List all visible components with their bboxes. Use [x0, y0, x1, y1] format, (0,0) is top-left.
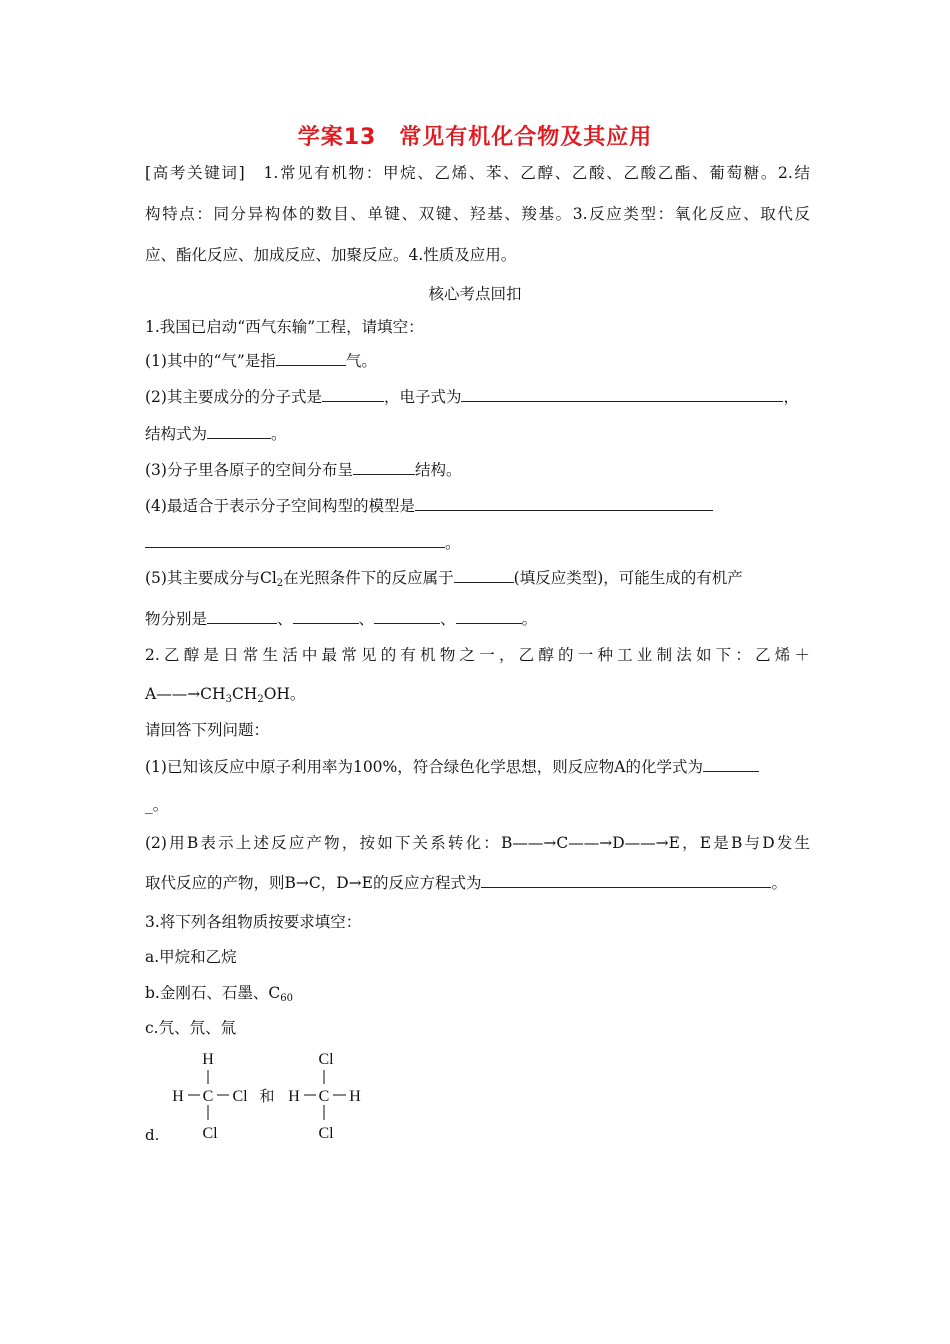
- q1-p1-tail: 气。: [345, 352, 377, 370]
- q1-stem: 1.我国已启动“西气东输”工程，请填空：: [145, 318, 424, 336]
- q1-p4-text: (4)最适合于表示分子空间构型的模型是: [145, 497, 415, 515]
- right-top-atom: Cl: [318, 1051, 334, 1068]
- q1-p1-text: (1)其中的“气”是指: [145, 352, 276, 370]
- left-bottom-atom: Cl: [202, 1125, 218, 1142]
- answer-blank[interactable]: [461, 387, 783, 402]
- answer-blank[interactable]: [374, 609, 440, 624]
- q2-p1-text: (1)已知该反应中原子利用率为100%，符合绿色化学思想，则反应物A的化学式为: [145, 758, 703, 776]
- left-top-atom: H: [202, 1051, 214, 1068]
- q1-p2-mid: ，电子式为: [383, 388, 462, 406]
- right-center-atom: C: [318, 1088, 330, 1105]
- subscript: 2: [276, 578, 284, 589]
- q2-part2: (2)用B表示上述反应产物，按如下关系转化：B——→C——→D——→E，E是B与D发生: [145, 834, 810, 852]
- q1-p2-struct: 结构式为: [145, 425, 208, 443]
- answer-blank[interactable]: [703, 757, 759, 772]
- q2-ask: 请回答下列问题：: [145, 721, 270, 739]
- keywords-label: [高考关键词]: [145, 164, 245, 182]
- q1-part5-cont: [145, 609, 810, 629]
- keywords-line-3: 应、酯化反应、加成反应、加聚反应。4.性质及应用。: [145, 246, 517, 264]
- q1-p2-text: (2)其主要成分的分子式是: [145, 388, 322, 406]
- q3-item-a: a.甲烷和乙烷: [145, 948, 237, 966]
- right-bottom-atom: Cl: [318, 1125, 334, 1142]
- left-center-atom: C: [202, 1088, 214, 1105]
- q1-p2-end: 。: [271, 425, 287, 443]
- keywords-line-2: 构特点：同分异构体的数目、单键、双键、羟基、羧基。3.反应类型：氧化反应、取代反: [145, 205, 810, 223]
- q1-part4-cont: [145, 533, 810, 553]
- and-word: 和: [259, 1087, 275, 1105]
- q1-part4: [145, 496, 810, 516]
- q1-part5: [145, 568, 810, 594]
- subscript: 3: [225, 694, 232, 705]
- q1-p5-products: 物分别是: [145, 610, 208, 628]
- section-heading: 核心考点回扣: [428, 285, 522, 303]
- q2-p2-end: 。: [771, 874, 787, 892]
- q1-p5-text: (5)其主要成分与Cl: [145, 569, 277, 587]
- answer-blank[interactable]: [322, 387, 384, 402]
- q1-part3: [145, 460, 810, 480]
- q1-part2: [145, 387, 810, 407]
- answer-blank[interactable]: [276, 351, 346, 366]
- left-right-atom: Cl: [232, 1088, 248, 1105]
- page-title: 学案13 常见有机化合物及其应用: [297, 125, 653, 150]
- q2-eq-b: CH: [231, 685, 258, 703]
- q2-part1-cont: _。: [145, 796, 169, 814]
- answer-blank[interactable]: [145, 533, 445, 548]
- answer-blank[interactable]: [454, 568, 514, 583]
- q2-eq-c: OH。: [263, 685, 306, 703]
- answer-blank[interactable]: [293, 609, 359, 624]
- q1-p5-text3: (填反应类型)，可能生成的有机产: [513, 569, 743, 587]
- right-left-atom: H: [288, 1088, 300, 1105]
- keywords-text-1: 1.常见有机物：甲烷、乙烯、苯、乙醇、乙酸、乙酸乙酯、葡萄糖。2.结: [263, 164, 810, 182]
- keywords-line-1: [145, 163, 810, 183]
- q3-stem: 3.将下列各组物质按要求填空：: [145, 913, 362, 931]
- q3-b-text: b.金刚石、石墨、C: [145, 984, 281, 1002]
- answer-blank[interactable]: [456, 609, 522, 624]
- q1-p2-comma: ，: [783, 388, 799, 406]
- q3-item-d-label: d.: [145, 1126, 160, 1144]
- q2-stem-2: [145, 684, 810, 710]
- q1-p3-tail: 结构。: [414, 461, 462, 479]
- q1-p5-text2: 在光照条件下的反应属于: [283, 569, 454, 587]
- answer-blank[interactable]: [415, 496, 713, 511]
- left-left-atom: H: [172, 1088, 184, 1105]
- q2-part1: [145, 757, 810, 777]
- q2-stem-1: 2.乙醇是日常生活中最常见的有机物之一，乙醇的一种工业制法如下：乙烯＋: [145, 646, 810, 664]
- answer-blank[interactable]: [207, 424, 271, 439]
- answer-blank[interactable]: [481, 873, 771, 888]
- q1-part1: [145, 351, 810, 371]
- q1-part2-cont: [145, 424, 810, 444]
- separator: 、: [358, 610, 375, 628]
- q3-item-b: [145, 983, 810, 1009]
- q2-p2-text: 取代反应的产物，则B→C，D→E的反应方程式为: [145, 874, 482, 892]
- answer-blank[interactable]: [353, 460, 415, 475]
- answer-blank[interactable]: [207, 609, 277, 624]
- right-right-atom: H: [349, 1088, 361, 1105]
- q1-p3-text: (3)分子里各原子的空间分布呈: [145, 461, 353, 479]
- subscript: 60: [280, 993, 293, 1004]
- q3-item-c: c.氕、氘、氚: [145, 1019, 237, 1037]
- separator: 、: [440, 610, 456, 628]
- q2-eq-a: A——→CH: [145, 685, 226, 703]
- q1-p4-end: 。: [445, 534, 461, 552]
- subscript: 2: [257, 694, 264, 705]
- q2-part2-cont: [145, 873, 810, 893]
- q1-p5-end: 。: [521, 610, 538, 628]
- separator: 、: [277, 610, 293, 628]
